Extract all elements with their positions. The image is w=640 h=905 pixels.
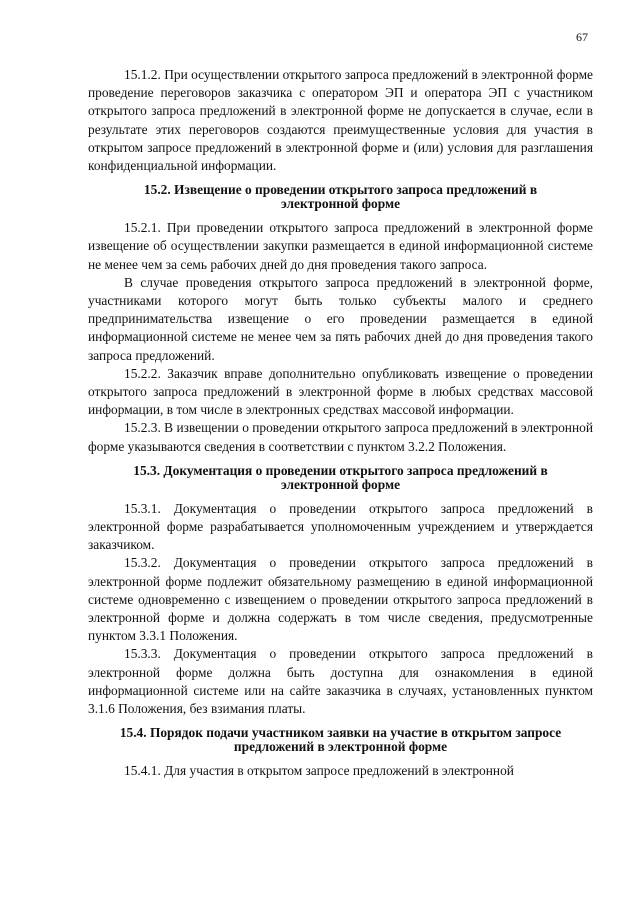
paragraph-15-2-1: 15.2.1. При проведении открытого запроса предложений в электронной форме извещение об осуществлении закупки размещается в единой информационной системе не менее чем за семь рабочих дней до дня проведения такого запроса. — [88, 220, 593, 272]
document-body — [88, 66, 593, 781]
paragraph-15-3-1: 15.3.1. Документация о проведении открытого запроса предложений в электронной форме разрабатывается уполномоченным учреждением и утверждается заказчиком. — [88, 500, 593, 553]
heading-15-2: 15.2. Извещение о проведении открытого запроса предложений в электронной форме — [143, 182, 538, 212]
heading-15-4: 15.4. Порядок подачи участником заявки на участие в открытом запросе предложений в электронной форме — [119, 725, 562, 755]
paragraph-15-3-3: 15.3.3. Документация о проведении открытого запроса предложений в электронной форме должна быть доступна для ознакомления в единой информационной системе или на сайте заказчика в случаях, установленных пунктом 3.1.6 Положения, без взимания платы. — [88, 646, 593, 717]
paragraph-15-1-2: 15.1.2. При осуществлении открытого запроса предложений в электронной форме проведение переговоров заказчика с оператором ЭП и оператора ЭП с участником открытого запроса предложений в электронной форме не допускается в случае, если в результате этих переговоров создаются преимущественные условия для участия в открытом запросе предложений в электронной форме и (или) условия для разглашения конфиденциальной информации. — [88, 67, 593, 174]
paragraph-15-2-3: 15.2.3. В извещении о проведении открытого запроса предложений в электронной форме указываются сведения в соответствии с пунктом 3.2.2 Положения. — [88, 420, 593, 454]
paragraph-15-4-1: 15.4.1. Для участия в открытом запросе предложений в электронной — [124, 763, 514, 779]
paragraph-15-3-2: 15.3.2. Документация о проведении открытого запроса предложений в электронной форме подлежит обязательному размещению в единой информационной системе одновременно с извещением о проведении открытого запроса предложений в электронной форме и должна содержать в том числе сведения, предусмотренные пунктом 3.3.1 Положения. — [88, 555, 593, 644]
paragraph-15-2-1-smb: В случае проведения открытого запроса предложений в электронной форме, участниками которого могут быть только субъекты малого и среднего предпринимательства извещение о его проведении размещается в единой информационной системе не менее чем за пять рабочих дней до дня проведения такого запроса предложений. — [88, 274, 593, 363]
paragraph-15-2-2: 15.2.2. Заказчик вправе дополнительно опубликовать извещение о проведении открытого запроса предложений в электронной форме в любых средствах массовой информации, в том числе в электронных средствах массовой информации. — [88, 365, 593, 418]
page-number: 67 — [576, 30, 588, 44]
heading-15-3: 15.3. Документация о проведении открытого запроса предложений в электронной форме — [133, 462, 548, 492]
